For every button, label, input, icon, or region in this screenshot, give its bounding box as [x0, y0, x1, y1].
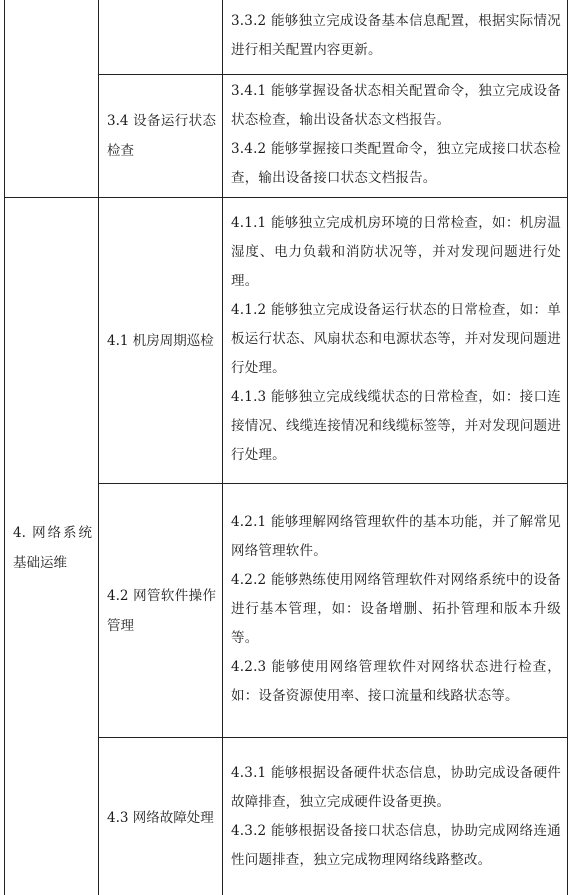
level1-cell-empty [5, 0, 99, 198]
competency-item: 4.2.1 能够理解网络管理软件的基本功能，并了解常见网络管理软件。 [231, 514, 561, 559]
level3-cell [223, 738, 568, 895]
level1-cell: 4. 网络系统基础运维 [5, 198, 99, 895]
competency-item: 4.1.3 能够独立完成线缆状态的日常检查，如：接口连接情况、线缆连接情况和线缆标签等，并对发现问题进行处理。 [231, 389, 561, 463]
level2-cell-empty [99, 0, 223, 75]
level3-cell [223, 198, 568, 484]
competency-item: 3.4.1 能够掌握设备状态相关配置命令，独立完成设备状态检查，输出设备状态文档报告。 [231, 83, 561, 128]
competency-item: 4.3.1 能够根据设备硬件状态信息，协助完成设备硬件故障排查，独立完成硬件设备更换。 [231, 764, 561, 810]
table-row [5, 0, 568, 75]
level2-cell: 4.1 机房周期巡检 [99, 198, 223, 484]
level2-cell: 4.3 网络故障处理 [99, 738, 223, 895]
competency-item: 4.3.2 能够根据设备接口状态信息，协助完成网络连通性问题排查，独立完成物理网络线路整改。 [231, 822, 561, 868]
level2-cell: 3.4 设备运行状态检查 [99, 75, 223, 198]
level2-cell: 4.2 网管软件操作管理 [99, 484, 223, 738]
table-row [5, 198, 568, 484]
competency-item: 4.1.2 能够独立完成设备运行状态的日常检查，如：单板运行状态、风扇状态和电源状态等，并对发现问题进行处理。 [231, 302, 561, 376]
level3-cell [223, 75, 568, 198]
competency-item: 4.1.1 能够独立完成机房环境的日常检查，如：机房温湿度、电力负载和消防状况等，并对发现问题进行处理。 [231, 215, 561, 289]
competency-item: 3.3.2 能够独立完成设备基本信息配置，根据实际情况进行相关配置内容更新。 [231, 13, 561, 58]
competency-table [4, 0, 568, 895]
competency-item: 4.2.3 能够使用网络管理软件对网络状态进行检查，如：设备资源使用率、接口流量和线路状态等。 [231, 659, 561, 704]
level3-cell [223, 484, 568, 738]
level3-cell [223, 0, 568, 75]
competency-item: 4.2.2 能够熟练使用网络管理软件对网络系统中的设备进行基本管理，如：设备增删、拓扑管理和版本升级等。 [231, 572, 561, 646]
competency-item: 3.4.2 能够掌握接口类配置命令，独立完成接口状态检查，输出设备接口状态文档报告。 [231, 141, 561, 186]
